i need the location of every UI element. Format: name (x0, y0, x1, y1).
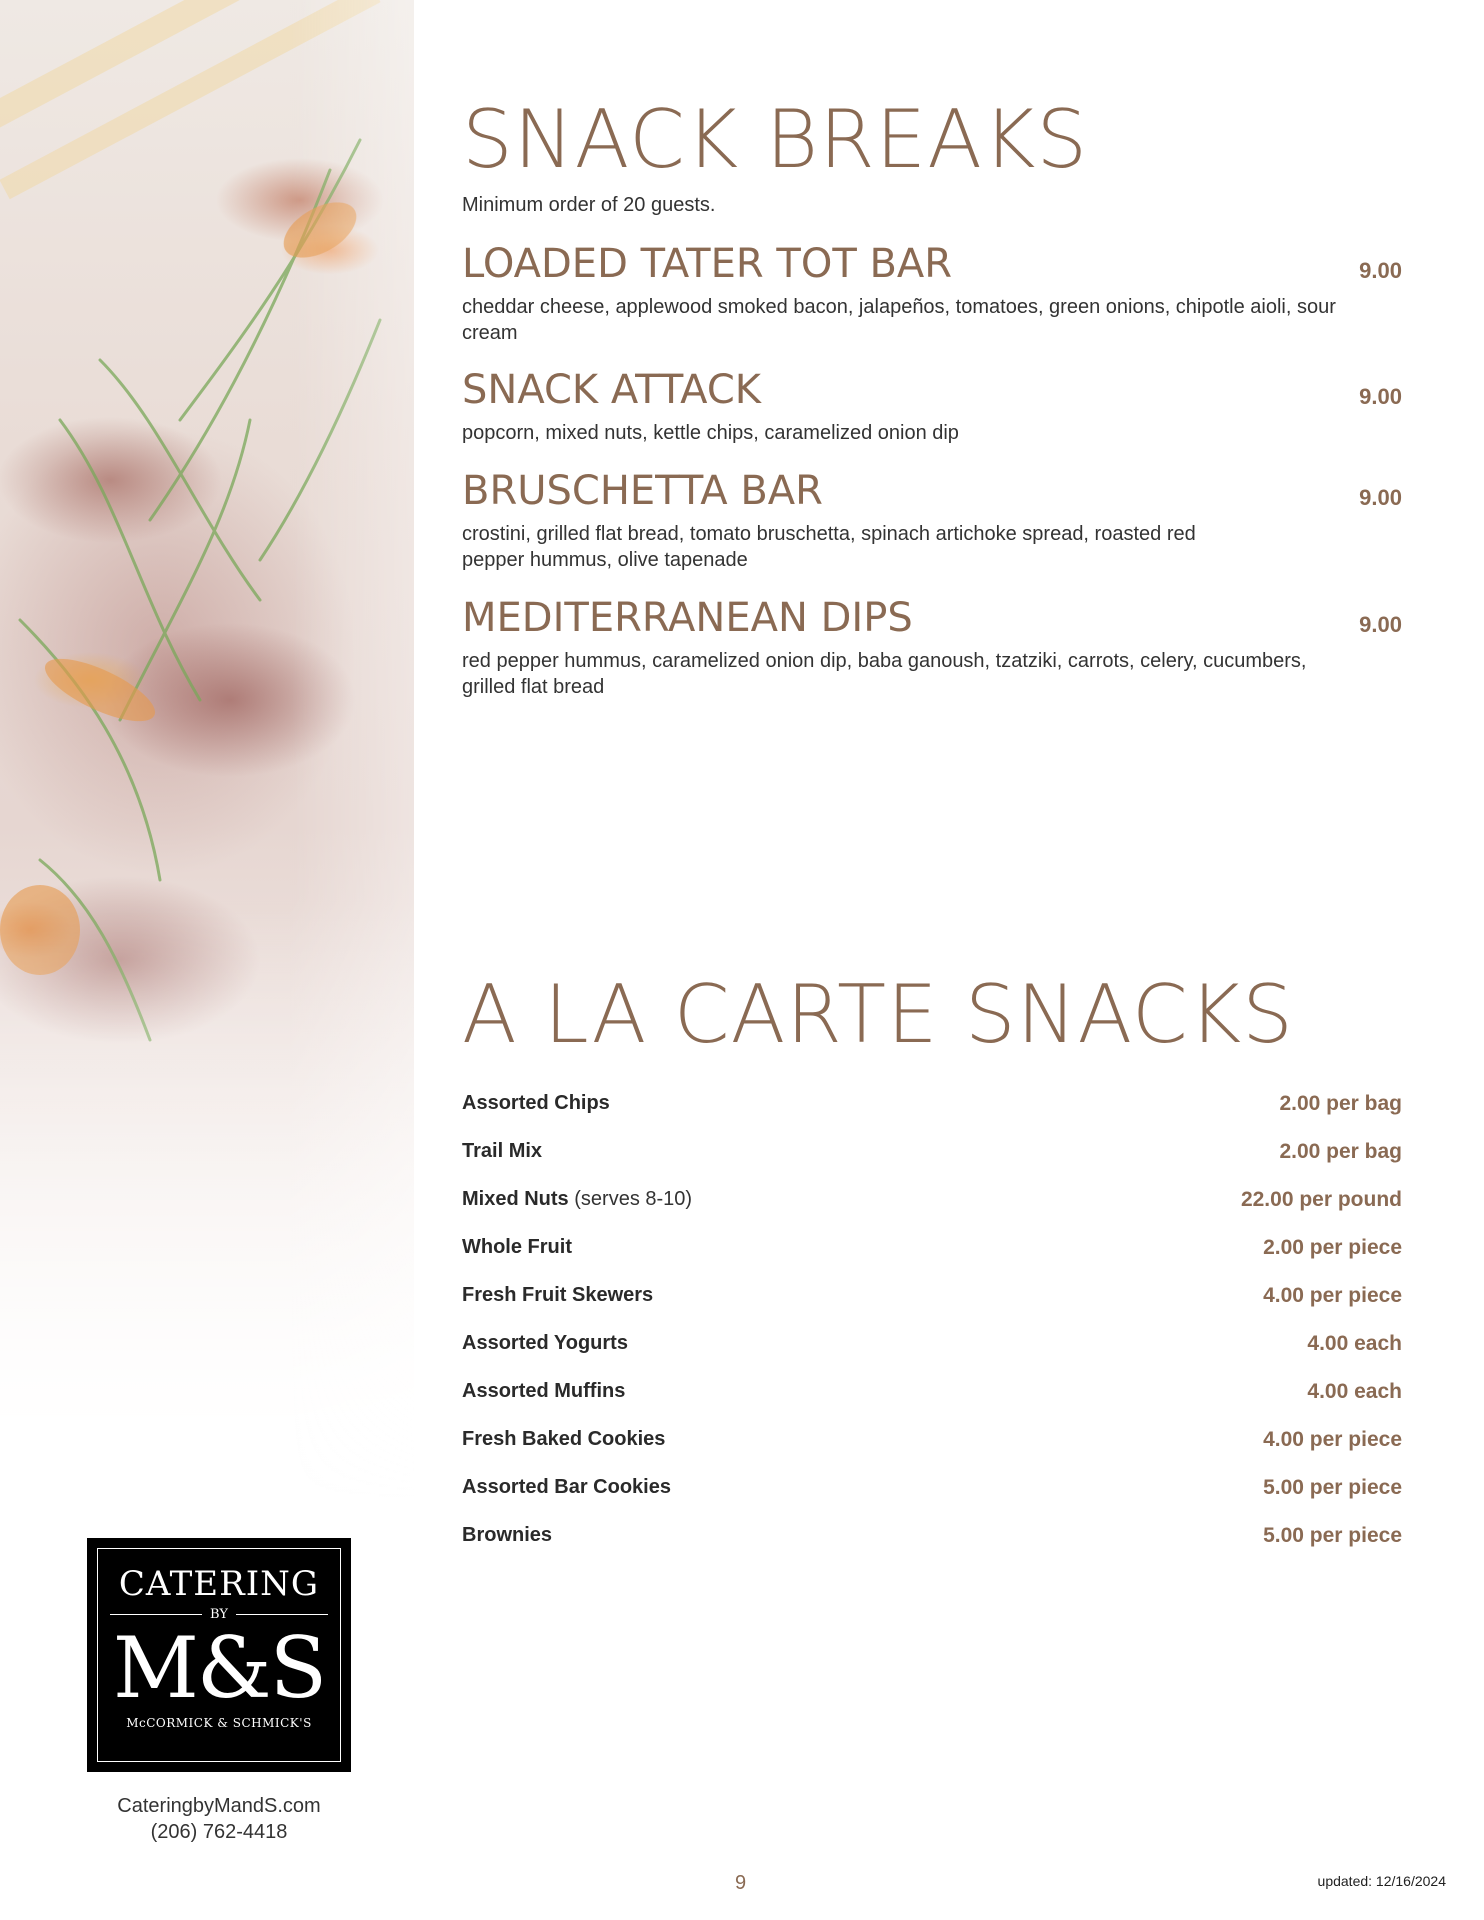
menu-item-description: popcorn, mixed nuts, kettle chips, caramelized onion dip (462, 422, 959, 444)
item-price: 5.00 per piece (1263, 1524, 1402, 1547)
page-number: 9 (735, 1872, 747, 1894)
minimum-order-note: Minimum order of 20 guests. (462, 194, 716, 216)
list-item (462, 1476, 1402, 1524)
item-price: 22.00 per pound (1240, 1188, 1402, 1211)
list-item (462, 1332, 1402, 1380)
menu-item-price: 9.00 (1359, 258, 1402, 283)
list-item (462, 1140, 1402, 1188)
item-name: Trail Mix (462, 1140, 543, 1162)
item-name: Whole Fruit (462, 1236, 572, 1258)
menu-item (462, 468, 1402, 573)
logo-rule (236, 1614, 328, 1615)
logo-subtitle: McCORMICK & SCHMICK'S (126, 1716, 312, 1730)
item-name: Assorted Bar Cookies (462, 1476, 671, 1498)
item-name: Mixed Nuts (462, 1188, 569, 1210)
menu-item-name: BRUSCHETTA BAR (462, 468, 823, 514)
menu-item-name: LOADED TATER TOT BAR (462, 241, 953, 287)
catering-logo (87, 1538, 351, 1772)
menu-item-description: red pepper hummus, caramelized onion dip, baba ganoush, tzatziki, carrots, celery, cucumbers, grilled flat bread (462, 650, 1307, 698)
food-photo (0, 0, 414, 1500)
list-item (462, 1284, 1402, 1332)
menu-item-price: 9.00 (1359, 612, 1402, 637)
menu-item (462, 367, 1402, 446)
item-name: Assorted Muffins (462, 1380, 626, 1402)
logo-ms-text: M&S (112, 1619, 326, 1717)
a-la-carte-title: A LA CARTE SNACKS (462, 968, 1294, 1061)
list-item (462, 1188, 1402, 1236)
menu-item (462, 595, 1402, 700)
item-price: 4.00 per piece (1263, 1284, 1402, 1307)
list-item (462, 1236, 1402, 1284)
item-price: 4.00 per piece (1263, 1428, 1402, 1451)
item-name: Assorted Yogurts (462, 1332, 628, 1354)
menu-item-price: 9.00 (1359, 384, 1402, 409)
list-item (462, 1380, 1402, 1428)
updated-date: updated: 12/16/2024 (1317, 1873, 1446, 1889)
list-item (462, 1092, 1402, 1140)
logo-catering-text: CATERING (118, 1564, 320, 1604)
menu-item-name: MEDITERRANEAN DIPS (462, 595, 913, 641)
website-link[interactable]: CateringbyMandS.com (117, 1795, 321, 1817)
list-item (462, 1428, 1402, 1476)
list-item (462, 1524, 1402, 1572)
food-photo-illustration (0, 0, 414, 1500)
logo-rule (110, 1614, 202, 1615)
item-price: 2.00 per piece (1263, 1236, 1402, 1259)
item-name: Fresh Baked Cookies (462, 1428, 666, 1450)
logo-frame (97, 1548, 341, 1762)
menu-item (462, 241, 1402, 346)
logo-by-text: BY (210, 1607, 228, 1622)
menu-item-description: crostini, grilled flat bread, tomato bruschetta, spinach artichoke spread, roasted red pepper hummus, olive tapenade (462, 523, 1196, 571)
item-price: 2.00 per bag (1279, 1140, 1402, 1163)
item-name: Fresh Fruit Skewers (462, 1284, 654, 1306)
menu-item-description: cheddar cheese, applewood smoked bacon, jalapeños, tomatoes, green onions, chipotle aioli, sour cream (462, 296, 1336, 344)
snack-breaks-title: SNACK BREAKS (462, 93, 1089, 186)
item-price: 5.00 per piece (1263, 1476, 1402, 1499)
item-price: 2.00 per bag (1279, 1092, 1402, 1115)
item-price: 4.00 each (1307, 1380, 1402, 1403)
phone-number[interactable]: (206) 762-4418 (150, 1821, 288, 1843)
menu-item-name: SNACK ATTACK (462, 367, 761, 413)
menu-item-price: 9.00 (1359, 485, 1402, 510)
item-serving-note: (serves 8-10) (574, 1188, 693, 1210)
a-la-carte-list (462, 1092, 1402, 1572)
item-name: Assorted Chips (462, 1092, 610, 1114)
item-price: 4.00 each (1307, 1332, 1402, 1355)
item-name: Brownies (462, 1524, 553, 1546)
